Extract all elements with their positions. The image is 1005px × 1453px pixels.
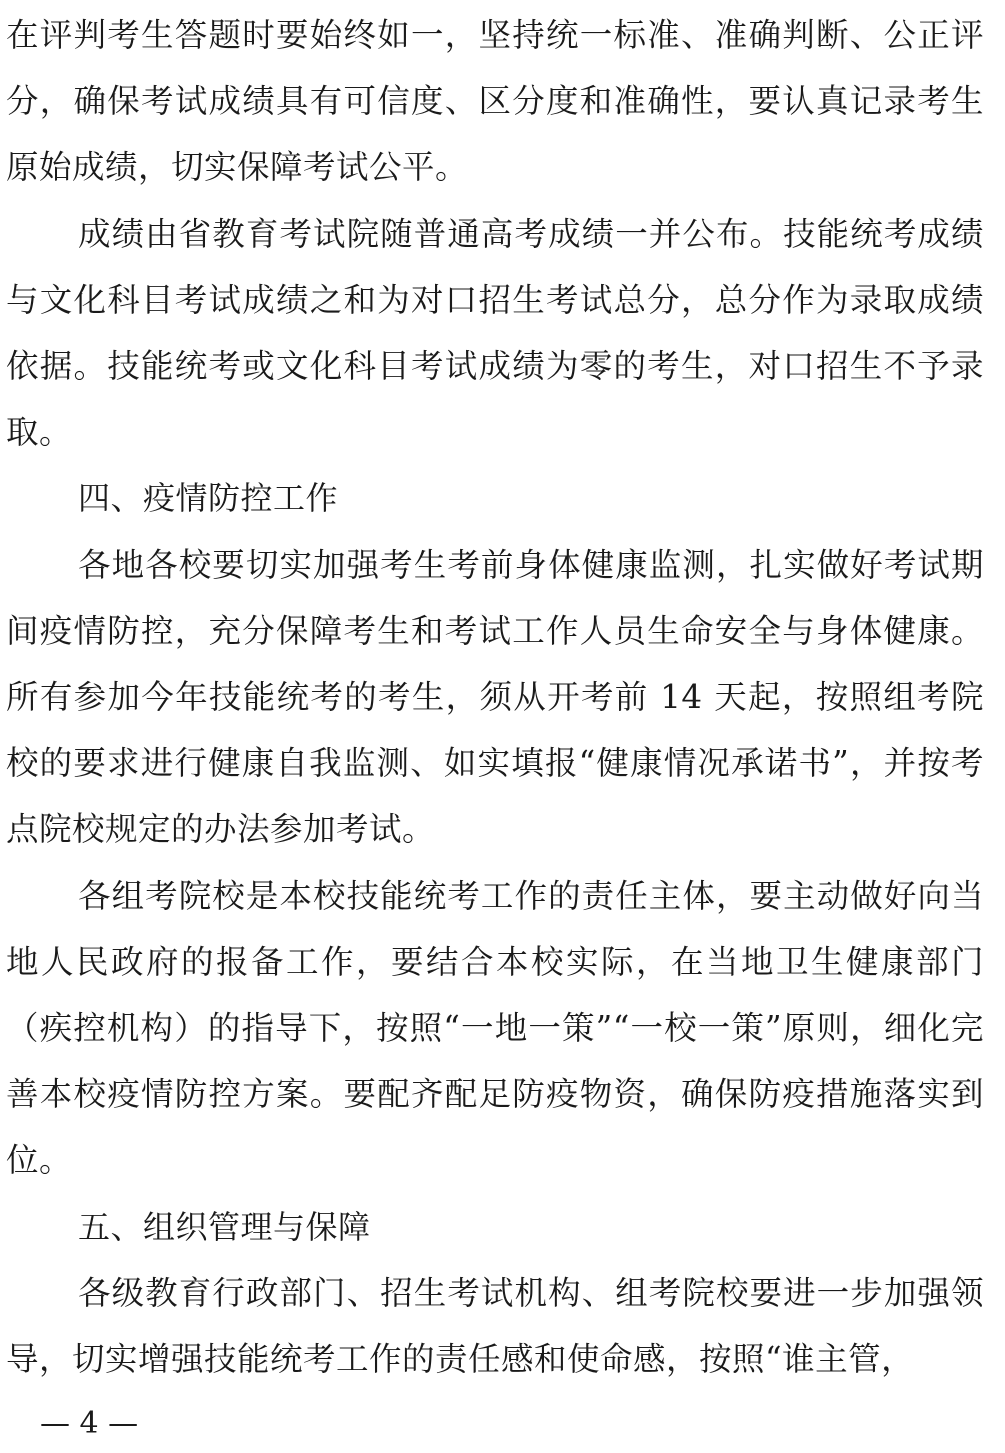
section-heading-organization-management: 五、组织管理与保障: [78, 1207, 371, 1246]
page-number: — 4 —: [40, 1406, 139, 1441]
paragraph-health-monitoring: 各地各校要切实加强考生考前身体健康监测，扎实做好考试期间疫情防控，充分保障考生和考试工作人员生命安全与身体健康。所有参加今年技能统考的考生，须从开考前 14 天起，按照组考院校的要求进行健康自我监测、如实填报“健康情况承诺书”，并按考点院校规定的办法参加考试。: [6, 545, 984, 849]
section-heading-epidemic-prevention: 四、疫情防控工作: [78, 479, 339, 518]
paragraph-scoring-standards: 在评判考生答题时要始终如一，坚持统一标准、准确判断、公正评分，确保考试成绩具有可信度、区分度和准确性，要认真记录考生原始成绩，切实保障考试公平。: [6, 16, 984, 187]
paragraph-school-responsibility: 各组考院校是本校技能统考工作的责任主体，要主动做好向当地人民政府的报备工作，要结合本校实际，在当地卫生健康部门（疾控机构）的指导下，按照“一地一策”“一校一策”原则，细化完善本校疫情防控方案。要配齐配足防疫物资，确保防疫措施落实到位。: [6, 876, 984, 1180]
paragraph-leadership: 各级教育行政部门、招生考试机构、组考院校要进一步加强领导，切实增强技能统考工作的责任感和使命感，按照“谁主管，: [6, 1273, 984, 1379]
paragraph-score-publication: 成绩由省教育考试院随普通高考成绩一并公布。技能统考成绩与文化科目考试成绩之和为对口招生考试总分，总分作为录取成绩依据。技能统考或文化科目考试成绩为零的考生，对口招生不予录取。: [6, 214, 984, 452]
document-body: [6, 2, 984, 1392]
